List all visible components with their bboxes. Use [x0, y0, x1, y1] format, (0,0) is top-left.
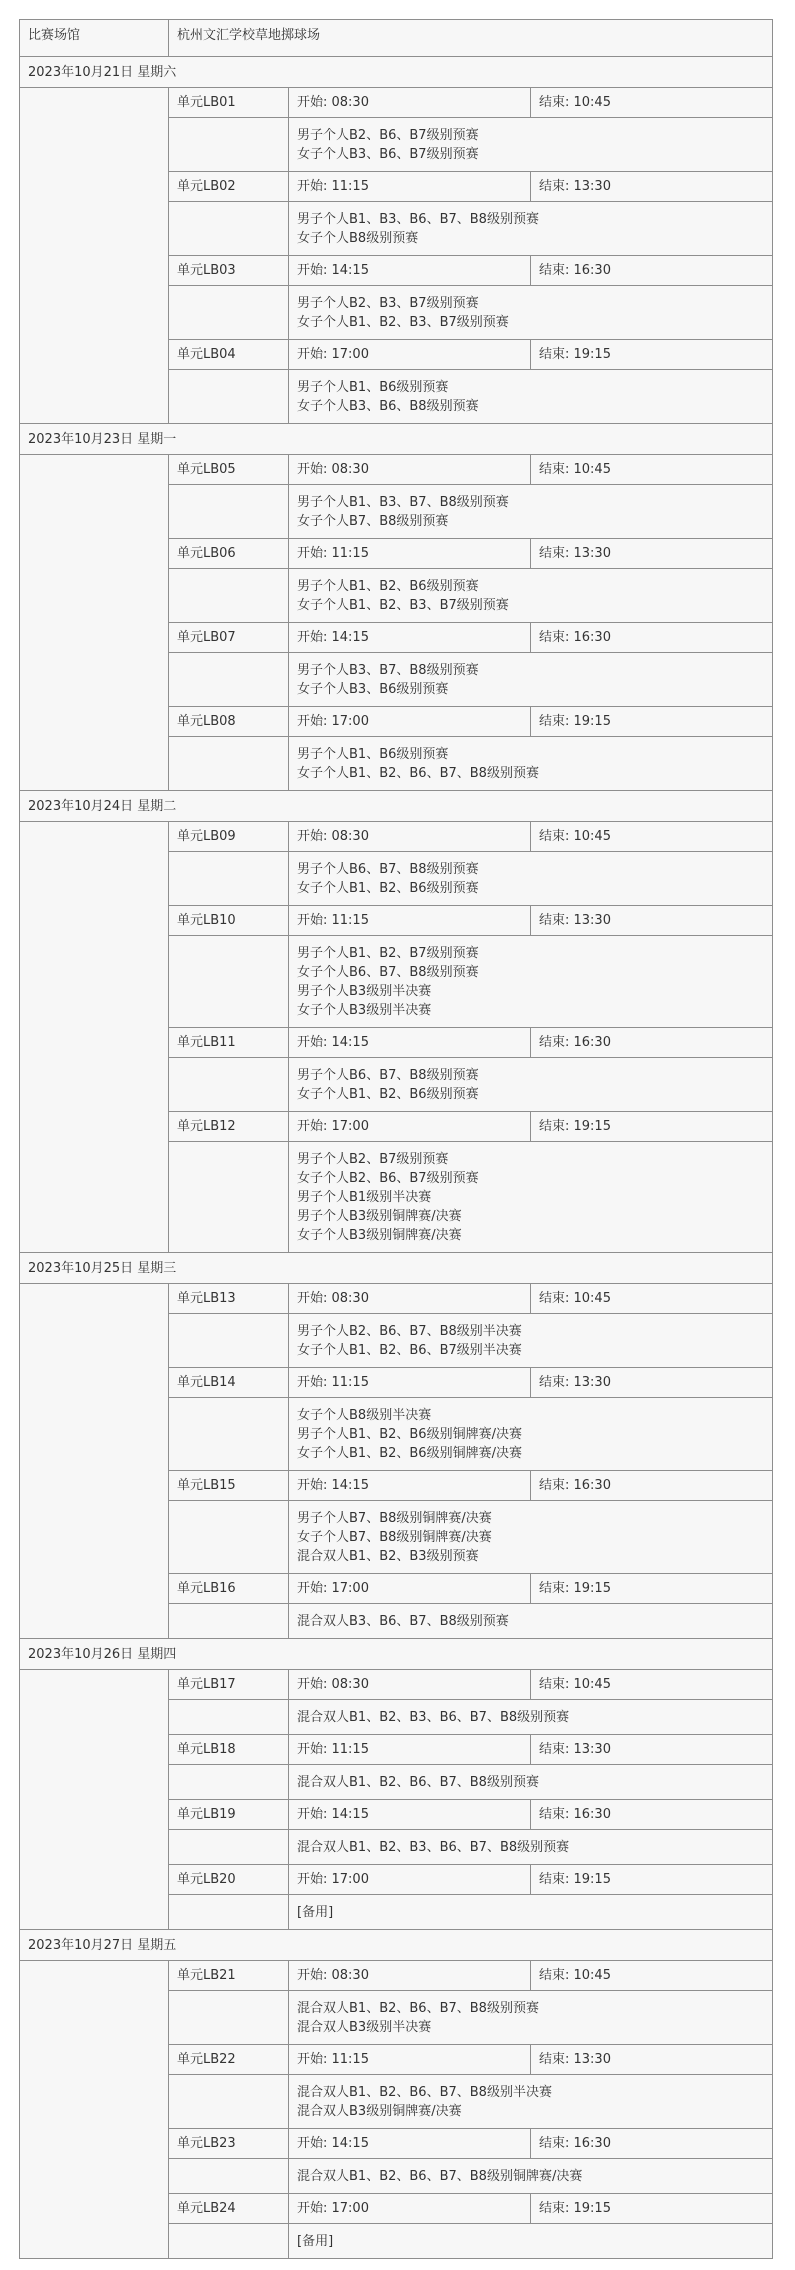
event-line: 混合双人B1、B2、B6、B7、B8级别预赛	[297, 2000, 539, 2016]
day-date-row: 2023年10月27日 星期五	[19, 1929, 773, 1961]
session-end-time: 结束: 19:15	[530, 706, 773, 737]
session-events	[288, 285, 773, 340]
session-start-time: 开始: 08:30	[288, 821, 531, 852]
session-events	[288, 484, 773, 539]
day-date-row: 2023年10月23日 星期一	[19, 423, 773, 455]
day-date-row: 2023年10月25日 星期三	[19, 1252, 773, 1284]
session-start-time: 开始: 17:00	[288, 339, 531, 370]
event-line: 女子个人B6、B7、B8级别预赛	[297, 964, 479, 980]
session-events	[288, 201, 773, 256]
session-start-time: 开始: 08:30	[288, 1669, 531, 1700]
session-events	[288, 2158, 773, 2194]
session-spacer-cell	[168, 1603, 289, 1639]
session-end-time: 结束: 19:15	[530, 2193, 773, 2224]
session-events	[288, 1764, 773, 1800]
session-unit: 单元LB11	[168, 1027, 289, 1058]
event-line: 男子个人B2、B6、B7、B8级别半决赛	[297, 1323, 522, 1339]
session-end-time: 结束: 16:30	[530, 2128, 773, 2159]
session-spacer-cell	[168, 1500, 289, 1574]
session-events	[288, 1397, 773, 1471]
event-line: 混合双人B3级别半决赛	[297, 2019, 432, 2035]
session-events	[288, 736, 773, 791]
session-events	[288, 652, 773, 707]
venue-header-name: 杭州文汇学校草地掷球场	[168, 19, 773, 57]
session-start-time: 开始: 08:30	[288, 1960, 531, 1991]
event-line: 男子个人B1、B3、B7、B8级别预赛	[297, 494, 509, 510]
session-start-time: 开始: 17:00	[288, 706, 531, 737]
event-line: 女子个人B7、B8级别铜牌赛/决赛	[297, 1529, 492, 1545]
event-line: 女子个人B3级别铜牌赛/决赛	[297, 1227, 462, 1243]
session-end-time: 结束: 13:30	[530, 905, 773, 936]
session-events	[288, 1313, 773, 1368]
session-end-time: 结束: 16:30	[530, 1799, 773, 1830]
session-events	[288, 1141, 773, 1253]
session-end-time: 结束: 19:15	[530, 1573, 773, 1604]
session-start-time: 开始: 11:15	[288, 538, 531, 569]
session-unit: 单元LB07	[168, 622, 289, 653]
day-venue-spacer	[19, 87, 169, 424]
day-venue-spacer	[19, 821, 169, 1253]
event-line: 女子个人B1、B2、B3、B7级别预赛	[297, 597, 509, 613]
session-end-time: 结束: 13:30	[530, 538, 773, 569]
session-end-time: 结束: 10:45	[530, 87, 773, 118]
session-end-time: 结束: 10:45	[530, 1960, 773, 1991]
session-spacer-cell	[168, 736, 289, 791]
session-events	[288, 1829, 773, 1865]
session-events	[288, 117, 773, 172]
session-unit: 单元LB14	[168, 1367, 289, 1398]
event-line: 男子个人B3级别铜牌赛/决赛	[297, 1208, 462, 1224]
session-spacer-cell	[168, 935, 289, 1028]
event-line: 男子个人B6、B7、B8级别预赛	[297, 1067, 479, 1083]
session-events	[288, 1990, 773, 2045]
session-unit: 单元LB18	[168, 1734, 289, 1765]
session-spacer-cell	[168, 1764, 289, 1800]
event-line: 男子个人B3、B7、B8级别预赛	[297, 662, 479, 678]
session-unit: 单元LB20	[168, 1864, 289, 1895]
session-start-time: 开始: 14:15	[288, 255, 531, 286]
session-end-time: 结束: 13:30	[530, 2044, 773, 2075]
session-start-time: 开始: 17:00	[288, 2193, 531, 2224]
session-start-time: 开始: 11:15	[288, 905, 531, 936]
session-end-time: 结束: 10:45	[530, 1669, 773, 1700]
event-line: 女子个人B1、B2、B6级别预赛	[297, 880, 479, 896]
session-end-time: 结束: 13:30	[530, 171, 773, 202]
session-events	[288, 568, 773, 623]
session-start-time: 开始: 11:15	[288, 1367, 531, 1398]
day-venue-spacer	[19, 454, 169, 791]
session-unit: 单元LB09	[168, 821, 289, 852]
event-line: 女子个人B8级别半决赛	[297, 1407, 432, 1423]
session-unit: 单元LB06	[168, 538, 289, 569]
session-end-time: 结束: 10:45	[530, 454, 773, 485]
event-line: 男子个人B1、B6级别预赛	[297, 746, 449, 762]
session-unit: 单元LB13	[168, 1283, 289, 1314]
session-end-time: 结束: 16:30	[530, 622, 773, 653]
event-line: 男子个人B1级别半决赛	[297, 1189, 432, 1205]
event-line: 混合双人B3、B6、B7、B8级别预赛	[297, 1613, 509, 1629]
session-spacer-cell	[168, 1894, 289, 1930]
session-start-time: 开始: 11:15	[288, 171, 531, 202]
session-end-time: 结束: 13:30	[530, 1367, 773, 1398]
event-line: 混合双人B3级别铜牌赛/决赛	[297, 2103, 462, 2119]
event-line: 混合双人B1、B2、B6、B7、B8级别铜牌赛/决赛	[297, 2168, 583, 2184]
session-events	[288, 1057, 773, 1112]
session-start-time: 开始: 11:15	[288, 2044, 531, 2075]
session-spacer-cell	[168, 1141, 289, 1253]
session-spacer-cell	[168, 652, 289, 707]
session-start-time: 开始: 14:15	[288, 1027, 531, 1058]
event-line: [备用]	[297, 2233, 334, 2249]
session-end-time: 结束: 10:45	[530, 1283, 773, 1314]
session-start-time: 开始: 14:15	[288, 1470, 531, 1501]
session-spacer-cell	[168, 369, 289, 424]
session-spacer-cell	[168, 1397, 289, 1471]
event-line: 女子个人B7、B8级别预赛	[297, 513, 449, 529]
day-date-row: 2023年10月26日 星期四	[19, 1638, 773, 1670]
session-spacer-cell	[168, 2223, 289, 2259]
event-line: 混合双人B1、B2、B6、B7、B8级别预赛	[297, 1774, 539, 1790]
session-spacer-cell	[168, 484, 289, 539]
session-end-time: 结束: 16:30	[530, 1027, 773, 1058]
event-line: [备用]	[297, 1904, 334, 1920]
session-start-time: 开始: 17:00	[288, 1573, 531, 1604]
session-events	[288, 1894, 773, 1930]
session-unit: 单元LB21	[168, 1960, 289, 1991]
event-line: 女子个人B8级别预赛	[297, 230, 419, 246]
day-venue-spacer	[19, 1960, 169, 2259]
session-unit: 单元LB10	[168, 905, 289, 936]
session-end-time: 结束: 19:15	[530, 1864, 773, 1895]
session-unit: 单元LB01	[168, 87, 289, 118]
session-spacer-cell	[168, 851, 289, 906]
day-venue-spacer	[19, 1669, 169, 1930]
session-start-time: 开始: 17:00	[288, 1864, 531, 1895]
session-unit: 单元LB05	[168, 454, 289, 485]
session-unit: 单元LB03	[168, 255, 289, 286]
session-unit: 单元LB24	[168, 2193, 289, 2224]
session-spacer-cell	[168, 1057, 289, 1112]
session-spacer-cell	[168, 285, 289, 340]
session-spacer-cell	[168, 117, 289, 172]
session-end-time: 结束: 13:30	[530, 1734, 773, 1765]
event-line: 混合双人B1、B2、B3、B6、B7、B8级别预赛	[297, 1839, 570, 1855]
event-line: 女子个人B3、B6、B8级别预赛	[297, 398, 479, 414]
event-line: 男子个人B7、B8级别铜牌赛/决赛	[297, 1510, 492, 1526]
event-line: 女子个人B1、B2、B6、B7、B8级别预赛	[297, 765, 539, 781]
event-line: 女子个人B1、B2、B3、B7级别预赛	[297, 314, 509, 330]
event-line: 女子个人B2、B6、B7级别预赛	[297, 1170, 479, 1186]
day-venue-spacer	[19, 1283, 169, 1639]
event-line: 女子个人B3、B6、B7级别预赛	[297, 146, 479, 162]
session-events	[288, 1699, 773, 1735]
event-line: 女子个人B3、B6级别预赛	[297, 681, 449, 697]
event-line: 男子个人B2、B6、B7级别预赛	[297, 127, 479, 143]
event-line: 男子个人B2、B7级别预赛	[297, 1151, 449, 1167]
session-end-time: 结束: 19:15	[530, 339, 773, 370]
event-line: 男子个人B1、B3、B6、B7、B8级别预赛	[297, 211, 539, 227]
event-line: 混合双人B1、B2、B3、B6、B7、B8级别预赛	[297, 1709, 570, 1725]
session-events	[288, 2074, 773, 2129]
day-date-row: 2023年10月24日 星期二	[19, 790, 773, 822]
event-line: 男子个人B3级别半决赛	[297, 983, 432, 999]
session-events	[288, 1500, 773, 1574]
day-date-row: 2023年10月21日 星期六	[19, 56, 773, 88]
session-unit: 单元LB15	[168, 1470, 289, 1501]
event-line: 女子个人B1、B2、B6级别铜牌赛/决赛	[297, 1445, 522, 1461]
session-start-time: 开始: 08:30	[288, 454, 531, 485]
session-spacer-cell	[168, 2158, 289, 2194]
event-line: 男子个人B1、B2、B6级别预赛	[297, 578, 479, 594]
session-unit: 单元LB23	[168, 2128, 289, 2159]
session-end-time: 结束: 10:45	[530, 821, 773, 852]
event-line: 男子个人B1、B6级别预赛	[297, 379, 449, 395]
session-unit: 单元LB19	[168, 1799, 289, 1830]
session-start-time: 开始: 11:15	[288, 1734, 531, 1765]
session-spacer-cell	[168, 1313, 289, 1368]
event-line: 女子个人B3级别半决赛	[297, 1002, 432, 1018]
session-start-time: 开始: 14:15	[288, 622, 531, 653]
session-end-time: 结束: 16:30	[530, 1470, 773, 1501]
session-start-time: 开始: 17:00	[288, 1111, 531, 1142]
session-unit: 单元LB22	[168, 2044, 289, 2075]
session-unit: 单元LB16	[168, 1573, 289, 1604]
session-start-time: 开始: 08:30	[288, 1283, 531, 1314]
session-unit: 单元LB17	[168, 1669, 289, 1700]
session-spacer-cell	[168, 1699, 289, 1735]
session-unit: 单元LB02	[168, 171, 289, 202]
venue-header-label: 比赛场馆	[19, 19, 169, 57]
session-end-time: 结束: 16:30	[530, 255, 773, 286]
session-unit: 单元LB12	[168, 1111, 289, 1142]
event-line: 男子个人B2、B3、B7级别预赛	[297, 295, 479, 311]
session-events	[288, 2223, 773, 2259]
session-events	[288, 369, 773, 424]
event-line: 混合双人B1、B2、B3级别预赛	[297, 1548, 479, 1564]
session-start-time: 开始: 14:15	[288, 1799, 531, 1830]
event-line: 女子个人B1、B2、B6级别预赛	[297, 1086, 479, 1102]
session-unit: 单元LB08	[168, 706, 289, 737]
session-spacer-cell	[168, 568, 289, 623]
session-spacer-cell	[168, 2074, 289, 2129]
session-start-time: 开始: 14:15	[288, 2128, 531, 2159]
session-unit: 单元LB04	[168, 339, 289, 370]
session-start-time: 开始: 08:30	[288, 87, 531, 118]
session-spacer-cell	[168, 1829, 289, 1865]
event-line: 女子个人B1、B2、B6、B7级别半决赛	[297, 1342, 522, 1358]
session-events	[288, 935, 773, 1028]
session-events	[288, 851, 773, 906]
event-line: 男子个人B1、B2、B6级别铜牌赛/决赛	[297, 1426, 522, 1442]
event-line: 男子个人B6、B7、B8级别预赛	[297, 861, 479, 877]
session-spacer-cell	[168, 1990, 289, 2045]
session-end-time: 结束: 19:15	[530, 1111, 773, 1142]
event-line: 男子个人B1、B2、B7级别预赛	[297, 945, 479, 961]
session-spacer-cell	[168, 201, 289, 256]
event-line: 混合双人B1、B2、B6、B7、B8级别半决赛	[297, 2084, 552, 2100]
session-events	[288, 1603, 773, 1639]
